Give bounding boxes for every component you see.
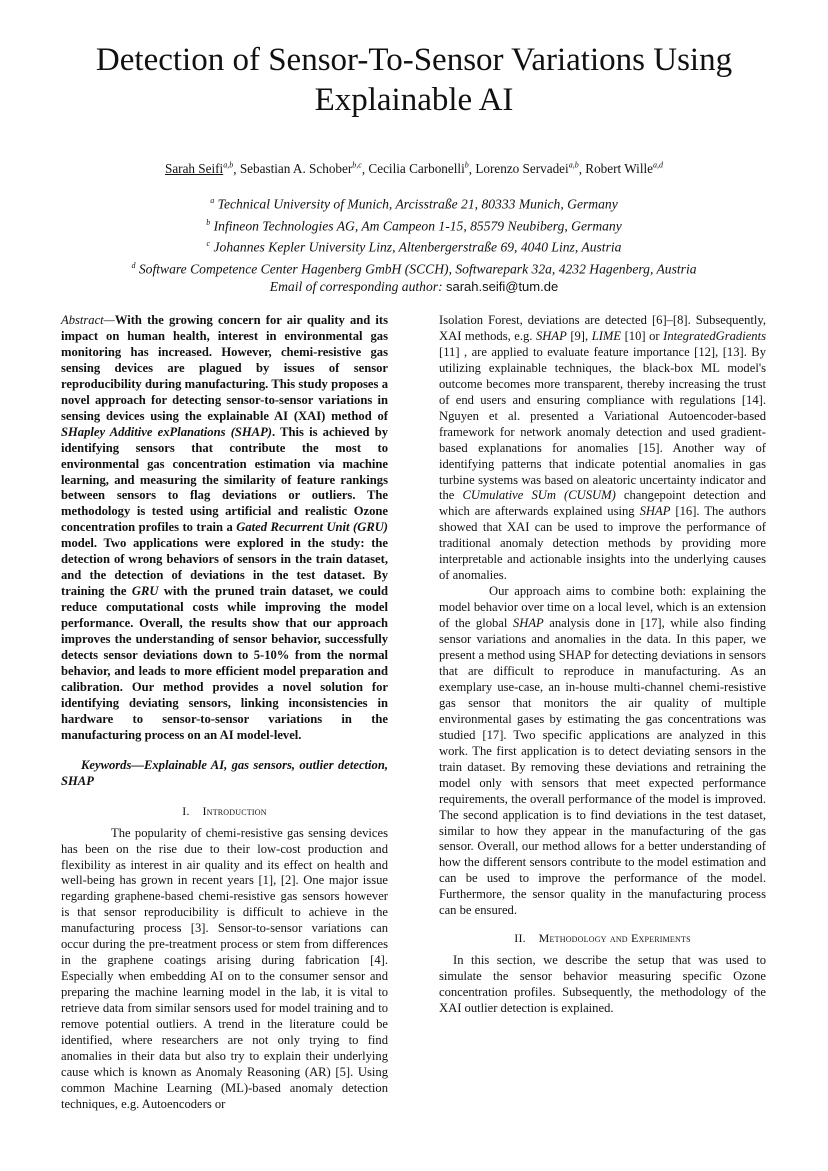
section-heading-introduction: I. Introduction [182, 803, 267, 818]
affiliation-line: $^b$ Infineon Technologies AG, Am Campeon 1-15, 85579 Neubiberg, Germany [206, 217, 622, 234]
email-label: Email of corresponding author: [269, 279, 443, 295]
author-name: Robert Wille$^{a,d}$ [585, 161, 664, 177]
approach-paragraph: Our approach aims to combine both: explaining the model behavior over time on a local level, which is an extension of the global SHAP analysis done in [17], while also finding sensor variations and anomalies in the data. In this paper, we present a method using SHAP for detecting deviations in sensors that are difficult to reproduce in manufacturing. As an exemplary use-case, an in-house multi-channel chemi-resistive gas sensor that monitors the air quality of multiple environmental gases by estimating the gas concentrations was studied [17]. Two specific applications are analyzed in this work. The first application is to detect deviating sensors in the train dataset. By removing these deviations and retraining the model only with sensors that meet expected performance requirements, the overall performance of the model is improved. The second application is to find deviations in the test dataset, similar to how they appear in the manufacturing of the gas sensor. Overall, our method allows for a better understanding of how the different sensors contribute to the model estimation and can be used to improve the performance of the model. Furthermore, the sensor quality in the manufacturing process can be ensured. [439, 584, 766, 918]
methodology-paragraph: In this section, we describe the setup that was used to simulate the sensor behavior measuring specific Ozone concentration profiles. Subsequently, the methodology of the XAI outlier detection is explained. [439, 953, 766, 1016]
author-name: Sarah Seifi$^{a,b}$ [164, 161, 234, 177]
intro-paragraph: The popularity of chemi-resistive gas sensing devices has been on the rise due to their low-cost production and flexibility as interest in air quality and its effect on health and well-being has grown in recent years [1], [2]. One major issue regarding graphene-based chemi-resistive gas sensors however is that sensor reproducibility is difficult to achieve in the manufacturing process [3]. Sensor-to-sensor variations can occur during the pre-treatment process or stem from differences in the graphene coatings arising during fabrication [4]. Especially when embedding AI on to the consumer sensor and preparing the machine learning model in the lab, it is vital to retrieve data from similar sensors used for model training and to remove potential outliers. A trend in the literature could be identified, where researchers are not only trying to find anomalies in their data but also try to explain their underlying cause which is known as Anomaly Reasoning (AR) [5]. Using common Machine Learning (ML)-based anomaly detection techniques, e.g. Autoencoders or [61, 825, 388, 1111]
right-column [439, 313, 766, 1017]
author-list: Sarah Seifi$^{a,b}$, Sebastian A. Schober$^{b,c}$, Cecilia Carbonelli$^b$, Lorenzo Servadei$^{a,b}$, Robert Wille$^{a,d}$ [164, 161, 664, 177]
paper-title: Detection of Sensor-To-Sensor Variations Using Explainable AI [95, 42, 733, 118]
author-name: Sebastian A. Schober$^{b,c}$ [239, 161, 362, 177]
affiliations [40, 192, 788, 296]
affiliation-line: $^a$ Technical University of Munich, Arcisstraße 21, 80333 Munich, Germany [210, 196, 618, 212]
author-name: Lorenzo Servadei$^{a,b}$ [475, 161, 579, 177]
affiliation-line: $^d$ Software Competence Center Hagenberg GmbH (SCCH), Softwarepark 32a, 4232 Hagenberg, Austria [131, 260, 697, 277]
keywords: Keywords—Explainable AI, gas sensors, outlier detection, SHAP [61, 757, 388, 788]
author-name: Cecilia Carbonelli$^b$ [368, 161, 469, 177]
email-address[interactable]: sarah.seifi@tum.de [446, 279, 559, 295]
affiliation-line: $^c$ Johannes Kepler University Linz, Altenbergerstraße 69, 4040 Linz, Austria [206, 239, 622, 255]
intro-continued-paragraph: Isolation Forest, deviations are detected [6]–[8]. Subsequently, XAI methods, e.g. SHAP [9], LIME [10] or IntegratedGradients [11] , are applied to evaluate feature importance [12], [13]. By utilizing explainable techniques, the black-box ML model's outcome becomes more transparent, thereby increasing the trust of end users and ensuring compliance with regulations [14]. Nguyen et al. presented a Variational Autoencoder-based framework for network anomaly detection and used gradient-based explanations for anomalies [15]. Another way of identifying patterns that indicate potential anomalies in gas turbine systems was based on aleatoric uncertainty indicator and the CUmulative SUm (CUSUM) changepoint detection and which are afterwards explained using SHAP [16]. The authors showed that XAI can be used to improve the performance of traditional anomaly detection methods by providing more interpretable and actionable insights into the underlying causes of anomalies. [439, 313, 766, 583]
left-column [61, 313, 388, 1113]
section-heading-methodology: II. Methodology and Experiments [514, 931, 691, 946]
abstract: Abstract—With the growing concern for air quality and its impact on human health, interest in environmental gas monitoring has increased. However, chemi-resistive gas sensing devices are plagued by issues of sensor reproducibility during manufacturing. This study proposes a novel approach for detecting sensor-to-sensor variations in sensing devices using the explainable AI (XAI) method of SHapley Additive exPlanations (SHAP). This is achieved by identifying sensors that contribute the most to environmental gas concentration estimation via machine learning, and measuring the similarity of feature rankings between sensors to flag deviations or outliers. The methodology is tested using artificial and realistic Ozone concentration profiles to train a Gated Recurrent Unit (GRU) model. Two applications were explored in the study: the detection of wrong behaviors of sensors in the train dataset, and the detection of deviations in the test dataset. By training the GRU with the pruned train dataset, we could reduce computational costs while improving the model performance. Overall, the results show that our approach improves the understanding of sensor behavior, successfully detects sensor deviations down to 5-10% from the normal behavior, and leads to more efficient model preparation and calibration. Our method provides a novel solution for identifying deviating sensors, linking inconsistencies in hardware to sensor-to-sensor variations in the manufacturing process on an AI model-level. [61, 313, 389, 742]
corresponding-email-line [40, 278, 788, 296]
